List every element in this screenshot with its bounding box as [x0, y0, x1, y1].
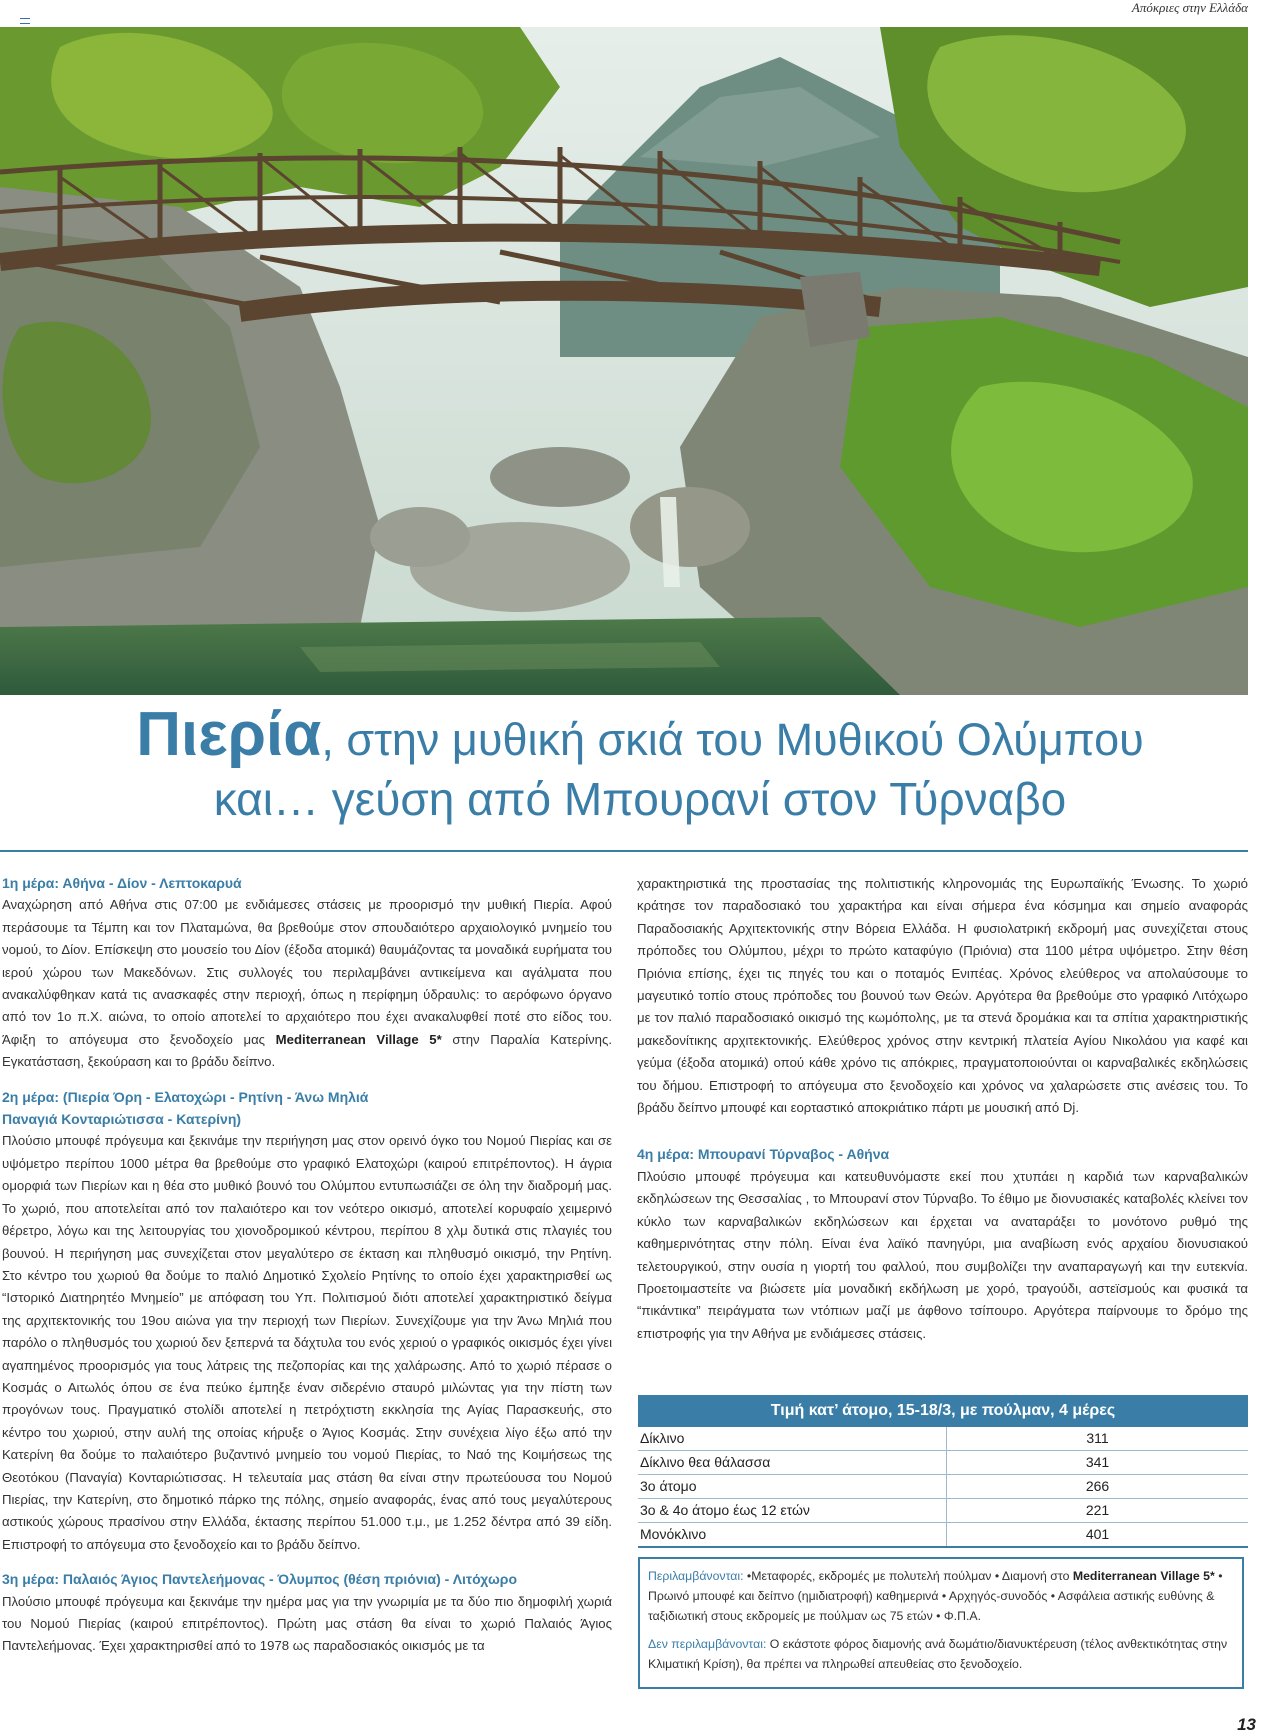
headline — [0, 700, 1280, 827]
day1-title: 1η μέρα: Αθήνα - Δίον - Λεπτοκαρυά — [2, 875, 242, 891]
price-row-label: 3ο άτομο — [638, 1475, 947, 1498]
price-row-label: Δίκλινο θεα θάλασσα — [638, 1451, 947, 1474]
price-row — [638, 1427, 1248, 1451]
day4-text: Πλούσιο μπουφέ πρόγευμα και κατευθυνόμαστε εκεί που χτυπάει η καρδιά των καρναβαλικών εκδηλώσεων της Θεσσαλίας , το Μπουρανί στον Τύρναβο. Το έθιμο με διονυσιακές καταβολές κλείνει τον κύκλο των καρναβαλικών εκδηλώσεων και έρχεται να αναταράξει το μονότονο ρυθμό της καθημερινότητας στην πόλη. Είναι ένα λαϊκό πανηγύρι, μια αναβίωση ενός αρχαίου διονυσιακού τελετουργικού, στην ουσία η γιορτή του φαλλού, που συμβολίζει την αναπαραγωγή και την ευτεκνία. Προετοιμαστείτε να βιώσετε μία μοναδική εκδήλωση με χορό, τραγούδι, αστεϊσμούς και φυσικά τα “πικάντικα” πειράγματα των ντόπιων μαζί με άφθονο τσίπουρο. Αργότερα παίρνουμε το δρόμο της επιστροφής για την Αθήνα με ενδιάμεσες στάσεις. — [637, 1168, 1248, 1341]
section-title: Απόκριες στην Ελλάδα — [1131, 0, 1248, 15]
day1-text — [2, 894, 612, 1073]
day3-text-left: Πλούσιο μπουφέ πρόγευμα και ξεκινάμε την ημέρα μας για την γνωριμία με τα δύο πιο δημοφιλή χωριά του Νομού Πιερίας (καιρού επιτρέποντος). Πρώτη μας στάση θα είναι το χωριό Παλαιός Άγιος Παντελεήμονας. Έχει χαρακτηρισθεί από το 1978 ως παραδοσιακός οικισμός με τα — [2, 1593, 612, 1654]
price-row — [638, 1451, 1248, 1475]
page-header — [0, 0, 1280, 26]
price-row-value: 341 — [1085, 1454, 1110, 1470]
included-text-a: •Μεταφορές, εκδρομές με πολυτελή πούλμαν • Διαμονή στο — [743, 1569, 1073, 1583]
day1-hotel: Mediterranean Village 5* — [275, 1031, 442, 1047]
headline-line-1 — [0, 700, 1280, 769]
price-row — [638, 1523, 1248, 1548]
day3-title: 3η μέρα: Παλαιός Άγιος Παντελεήμονας - Όλυμπος (θέση πριόνια) - Λιτόχωρο — [2, 1571, 518, 1588]
price-table — [638, 1395, 1248, 1548]
headline-rest: , στην μυθική σκιά του Μυθικού Ολύμπου — [321, 714, 1144, 765]
price-table-title: Τιμή κατ’ άτομο, 15-18/3, με πούλμαν, 4 μέρες — [638, 1395, 1248, 1427]
price-row-value: 221 — [1085, 1502, 1110, 1518]
price-row-label: Μονόκλινο — [638, 1523, 947, 1546]
included-box — [638, 1557, 1244, 1689]
price-row — [638, 1475, 1248, 1499]
not-included-body: Ο εκάστοτε φόρος διαμονής ανά δωμάτιο/διανυκτέρευση (τέλος ανθεκτικότητας στην Κλιματική Κρίση), θα πρέπει να πληρωθεί απευθείας στο ξενοδοχείο. — [648, 1637, 1228, 1671]
included-text — [648, 1566, 1234, 1626]
hero-photo — [0, 27, 1248, 695]
headline-line-2: και… γεύση από Μπουρανί στον Τύρναβο — [213, 773, 1067, 825]
price-row-value: 401 — [1085, 1526, 1110, 1542]
included-label: Περιλαμβάνονται: — [648, 1569, 744, 1583]
price-row-value: 266 — [1085, 1478, 1110, 1494]
included-text-b: • Πρωινό μπουφέ και δείπνο (ημιδιατροφή) καθημερινά • Αρχηγός-συνοδός • Ασφάλεια αστικής ευθύνης & ταξιδιωτική στους εκδρομείς με πούλμαν ως 75 ετών • Φ.Π.Α. — [648, 1569, 1223, 1623]
not-included-label: Δεν περιλαμβάνονται: — [648, 1637, 767, 1651]
headline-strong: Πιερία — [136, 700, 322, 769]
price-row-label: 3ο & 4ο άτομο έως 12 ετών — [638, 1499, 947, 1522]
bridge-landscape-image — [0, 27, 1248, 695]
price-row-value: 311 — [1086, 1430, 1109, 1446]
included-hotel: Mediterranean Village 5* — [1072, 1569, 1215, 1583]
price-row-label: Δίκλινο — [638, 1427, 947, 1450]
day3-text-right: χαρακτηριστικά της προστασίας της πολιτιστικής κληρονομιάς της Ευρωπαϊκής Ένωσης. Το χωριό κράτησε τον παραδοσιακό του χαρακτήρα και είναι σήμερα ένα κόσμημα και σημείο αναφοράς Παραδοσιακής Αρχιτεκτονικής στην Βόρεια Ελλάδα. Η φυσιολατρική εκδρομή μας συνεχίζεται στους πρόποδες του Ολύμπου, μέχρι το πρώτο καταφύγιο (Πριόνια) στα 1100 μέτρα υψόμετρο. Στην θέση Πριόνια επίσης, έχει τις πηγές του και ο ποταμός Ενιπέας. Χρόνος ελεύθερος να απολαύσουμε το μαγευτικό τοπίο στους πρόποδες του βουνού των Θεών. Αργότερα θα βρεθούμε στο γραφικό Λιτόχωρο με τον παλιό παραδοσιακό οικισμό της κωμόπολης, με τα στενά δρομάκια και τα σπίτια χαρακτηριστικής μακεδονίτικης αρχιτεκτονικής. Ελεύθερος χρόνος στην κεντρική πλατεία Αγίου Νικολάου για καφέ και γεύμα (έξοδα ατομικά) οπού κάθε χρόνο τις απόκριες, πραγματοποιούνται οι καρναβαλικές εκδηλώσεις του δήμου. Επιστροφή το απόγευμα στο ξενοδοχείο και χρόνος να χαλαρώσετε στις ανέσεις του. Το βράδυ δείπνο μπουφέ και εορταστικό αποκριάτικο πάρτι με μουσική από Dj. — [637, 876, 1248, 1116]
day2-title-line2: Παναγιά Κονταριώτισσα - Κατερίνη) — [2, 1111, 242, 1128]
day2-text: Πλούσιο μπουφέ πρόγευμα και ξεκινάμε την περιήγηση μας στον ορεινό όγκο του Νομού Πιερίας και σε υψόμετρο περίπου 1000 μέτρα θα βρεθούμε στο γραφικό Ελατοχώρι (καιρού επιτρέποντος). Η άγρια ομορφιά των Πιερίων και η θέα στο μυθικό βουνό του Ολύμπου εντυπωσιάζει σε όλη την διαδρομή μας. Το χωριό, που αποτελείται από τον παλαιότερο και τον νεότερο οικισμό, αποτελεί κορυφαίο χειμερινό θέρετρο, λόγω και της λειτουργίας του χιονοδρομικού κέντρου, περίπου 8 χλμ δυτικά στις πλαγιές του βουνού. Η περιήγηση μας συνεχίζεται στον μεγαλύτερο σε έκταση και πληθυσμό οικισμό, την Ρητίνη. Στο κέντρο του χωριού θα δούμε το παλιό Δημοτικό Σχολείο Ρητίνης το οποίο έχει χαρακτηρισθεί ως “Ιστορικό Διατηρητέο Μνημείο” με απόφαση του Υπ. Πολιτισμού διότι αποτελεί χαρακτηριστικό δείγμα της αρχιτεκτονικής του 19ου αιώνα για την περιοχή των Πιερίων. Συνεχίζουμε για την Άνω Μηλιά που παρόλο ο πληθυσμός του χωριού δεν ξεπερνά τα δάχτυλα του ενός χεριού ο γραφικός οικισμός έχει γίνει αγαπημένος προορισμός για τους λάτρεις της πεζοπορίας και της χαλάρωσης. Από το χωριό πέρασε ο Κοσμάς ο Αιτωλός όπου σε ένα πεύκο έμπηξε έναν σιδερένιο σταυρό μιλώντας για την πίστη των προγόνων τους. Πραγματικό στολίδι αποτελεί η πετρόχτιστη εκκλησία της Αγίας Παρασκευής, στο κέντρο του χωριού, στην αυλή της οποίας κήρυξε ο Άγιος Κοσμάς. Στην συνέχεια λίγο έξω από την Κατερίνη θα δούμε το παλαιότερο βυζαντινό μνημείο του νομού Πιερίας, το Ναό της Κοιμήσεως της Θεοτόκου (Παναγία) Κονταριώτισσας. Η τελευταία μας στάση θα είναι στην πρωτεύουσα του Νομού Πιερίας, την Κατερίνη, στο δημοτικό πάρκο της πόλης, σημείο αναφοράς, ένας από τους μεγαλύτερους αστικούς χώρους πρασίνου στην Ελλάδα, έκτασης περίπου 51.000 τ.μ., με 1.252 δέντρα από 39 είδη. Επιστροφή το απόγευμα στο ξενοδοχείο και το βράδυ δείπνο. — [2, 1133, 612, 1552]
price-row — [638, 1499, 1248, 1523]
left-column — [2, 872, 612, 1658]
header-mark — [20, 18, 30, 24]
day1-text-b: στην Παραλία Κατερίνης. Εγκατάσταση, ξεκούραση και το βράδυ δείπνο. — [2, 1031, 612, 1070]
day1-text-a: Αναχώρηση από Αθήνα στις 07:00 με ενδιάμεσες στάσεις με προορισμό την μυθική Πιερία. Αφού περάσουμε τα Τέμπη και τον Πλαταμώνα, θα βρεθούμε στον σπουδαιότερο αρχαιολογικό μνημείο του νομού, το Δίον. Επίσκεψη στο μουσείο του Δίον (έξοδα ατομικά) θαυμάζοντας τα μοναδικά ευρήματα του ιερού χώρου των Μακεδόνων. Στις συλλογές του περιλαμβάνει αντικείμενα και αγάλματα που ανακαλύφθηκαν κατά τις ανασκαφές στην περιοχή, όπως η περίφημη ύδραυλις: το αερόφωνο όργανο από τον 1ο π.Χ. αιώνα, το οποίο αποτελεί το αρχαιότερο που έχει ανακαλυφθεί ποτέ στο είδος του. Άφιξη το απόγευμα στο ξενοδοχείο μας — [2, 897, 612, 1047]
not-included-text — [648, 1634, 1234, 1674]
right-column — [637, 873, 1248, 1345]
day2-title-line1: 2η μέρα: (Πιερία Όρη - Ελατοχώρι - Ρητίνη - Άνω Μηλιά — [2, 1088, 369, 1105]
day4-title: 4η μέρα: Μπουρανί Τύρναβος - Αθήνα — [637, 1146, 890, 1163]
page-number: 13 — [1237, 1715, 1256, 1734]
divider — [0, 850, 1248, 852]
